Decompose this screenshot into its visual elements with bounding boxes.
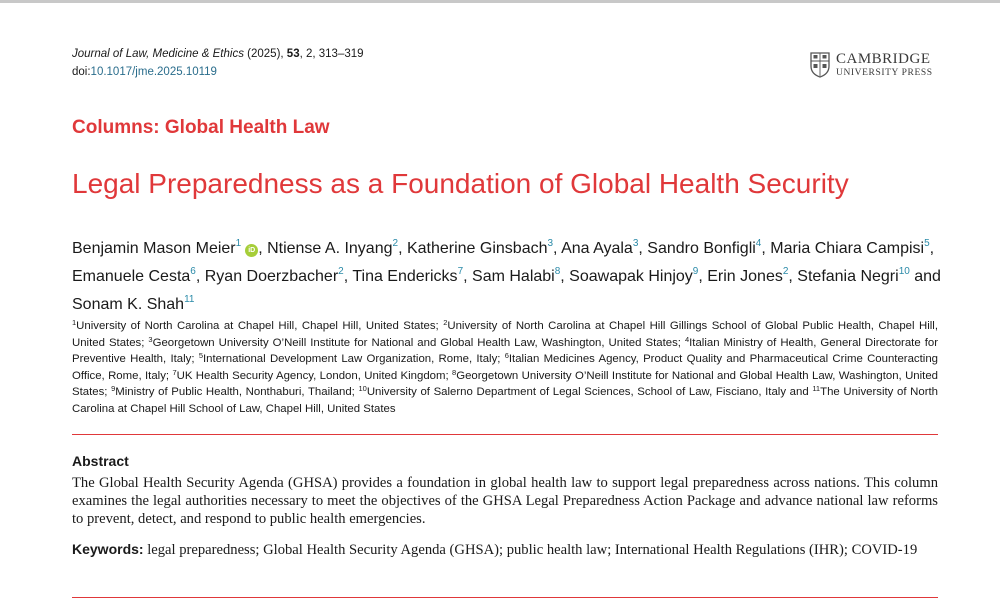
affiliation-text: Georgetown University O’Neill Institute for National and Global Health Law, Washington, United States; bbox=[72, 369, 938, 399]
keywords-label: Keywords: bbox=[72, 541, 144, 557]
author-affil-ref[interactable]: 7 bbox=[457, 266, 464, 277]
affiliation-ref: 7 bbox=[172, 367, 177, 377]
affiliation-text: The University of North Carolina at Chapel Hill School of Law, Chapel Hill, United States bbox=[72, 386, 938, 415]
author-separator: , bbox=[258, 240, 268, 257]
doi-link[interactable]: 10.1017/jme.2025.10119 bbox=[90, 66, 217, 78]
journal-year: (2025), bbox=[247, 48, 284, 60]
author-name[interactable]: Emanuele Cesta bbox=[72, 268, 191, 285]
publisher-subtitle: UNIVERSITY PRESS bbox=[836, 68, 933, 78]
affiliation-ref: 3 bbox=[148, 334, 153, 344]
author-separator: , bbox=[553, 240, 562, 257]
author-affil-ref[interactable]: 10 bbox=[898, 266, 910, 277]
abstract-heading: Abstract bbox=[72, 453, 129, 469]
author-affil-ref[interactable]: 6 bbox=[190, 266, 196, 277]
author-name[interactable]: Benjamin Mason Meier bbox=[72, 240, 236, 257]
affiliation-ref: 9 bbox=[111, 384, 116, 394]
affiliation-ref: 2 bbox=[443, 318, 448, 327]
author-separator: , bbox=[761, 240, 771, 257]
journal-issue-pages: , 2, 313–319 bbox=[299, 48, 364, 60]
affiliations bbox=[72, 318, 938, 418]
author-name[interactable]: Soawapak Hinjoy bbox=[569, 268, 693, 285]
author-affil-ref[interactable]: 8 bbox=[554, 266, 561, 277]
author-separator: , bbox=[788, 268, 798, 285]
keywords bbox=[72, 540, 938, 559]
author-affil-ref[interactable]: 2 bbox=[782, 266, 789, 277]
author-separator: , bbox=[343, 268, 353, 285]
affiliation-text: Italian Medicines Agency, Product Quality and Pharmaceutical Crime Counteracting Office, Rome, Italy; bbox=[72, 353, 938, 382]
article-title: Legal Preparedness as a Foundation of Global Health Security bbox=[72, 168, 849, 199]
journal-citation bbox=[72, 46, 364, 62]
orcid-icon[interactable]: iD bbox=[245, 244, 258, 257]
affiliation-text: Ministry of Public Health, Nonthaburi, Thailand; bbox=[115, 386, 359, 399]
affiliation-ref: 6 bbox=[504, 351, 509, 361]
journal-name: Journal of Law, Medicine & Ethics bbox=[72, 48, 244, 60]
affiliation-text: UK Health Security Agency, London, United Kingdom; bbox=[176, 369, 453, 382]
author-separator: , bbox=[463, 268, 473, 285]
affiliation-ref: 1 bbox=[72, 318, 77, 327]
divider-bottom bbox=[72, 597, 938, 598]
affiliation-ref: 5 bbox=[198, 351, 203, 361]
shield-icon bbox=[810, 52, 830, 78]
author-name[interactable]: Ryan Doerzbacher bbox=[204, 268, 339, 285]
author-name[interactable]: Katherine Ginsbach bbox=[406, 240, 548, 257]
doi-label: doi: bbox=[72, 66, 91, 78]
author-name[interactable]: Maria Chiara Campisi bbox=[770, 240, 925, 257]
author-name[interactable]: Erin Jones bbox=[707, 268, 783, 285]
author-name[interactable]: Sandro Bonfigli bbox=[647, 240, 756, 257]
affiliation-ref: 8 bbox=[452, 367, 457, 377]
author-affil-ref[interactable]: 9 bbox=[692, 266, 699, 277]
author-list bbox=[72, 235, 942, 319]
affiliation-text: University of North Carolina at Chapel Hill, Chapel Hill, United States; bbox=[76, 320, 444, 332]
author-affil-ref[interactable]: 1 bbox=[235, 238, 242, 249]
author-separator: , bbox=[929, 240, 935, 257]
author-name[interactable]: Ana Ayala bbox=[561, 240, 633, 257]
author-affil-ref[interactable]: 3 bbox=[632, 238, 639, 249]
author-affil-ref[interactable]: 5 bbox=[924, 238, 930, 249]
affiliation-text: Georgetown University O’Neill Institute for National and Global Health Law, Washington, United States; bbox=[152, 336, 685, 349]
author-name[interactable]: Ntiense A. Inyang bbox=[267, 240, 393, 257]
author-separator: , bbox=[195, 268, 205, 285]
author-name[interactable]: Tina Endericks bbox=[352, 268, 458, 285]
affiliation-text: University of Salerno Department of Legal Sciences, School of Law, Fisciano, Italy and bbox=[366, 386, 813, 399]
affiliation-text: University of North Carolina at Chapel Hill Gillings School of Global Public Health, Chapel Hill, United States; bbox=[72, 320, 938, 349]
column-label: Columns: Global Health Law bbox=[72, 117, 330, 138]
author-name[interactable]: Sonam K. Shah bbox=[72, 296, 185, 313]
author-separator: , bbox=[638, 240, 648, 257]
author-and: and bbox=[909, 268, 941, 285]
author-separator: , bbox=[698, 268, 708, 285]
author-affil-ref[interactable]: 2 bbox=[392, 238, 399, 249]
affiliation-ref: 10 bbox=[358, 384, 367, 394]
affiliation-text: International Development Law Organization, Rome, Italy; bbox=[202, 353, 505, 366]
author-name[interactable]: Sam Halabi bbox=[472, 268, 555, 285]
author-affil-ref[interactable]: 2 bbox=[338, 266, 344, 277]
affiliation-text: Italian Ministry of Health, General Directorate for Preventive Health, Italy; bbox=[72, 336, 938, 366]
affiliation-ref: 4 bbox=[684, 334, 690, 344]
publisher-name: CAMBRIDGE bbox=[836, 51, 931, 67]
author-name[interactable]: Stefania Negri bbox=[797, 268, 899, 285]
doi-line bbox=[72, 64, 217, 80]
top-border bbox=[0, 0, 1000, 3]
journal-volume: 53 bbox=[286, 48, 300, 60]
author-affil-ref[interactable]: 3 bbox=[547, 238, 554, 249]
keywords-text: legal preparedness; Global Health Security Agenda (GHSA); public health law; International Health Regulations (IHR); COVID-19 bbox=[143, 542, 918, 558]
divider-top bbox=[72, 434, 938, 435]
abstract-body: The Global Health Security Agenda (GHSA) provides a foundation in global health law to support legal preparedness across nations. This column examines the legal authorities necessary to meet the objectives of the GHSA Legal Preparedness Action Package and advance national law reforms to prevent, detect, and respond to public health emergencies. bbox=[72, 475, 938, 528]
author-affil-ref[interactable]: 4 bbox=[755, 238, 762, 249]
author-affil-ref[interactable]: 11 bbox=[184, 294, 195, 305]
author-separator: , bbox=[398, 240, 407, 257]
affiliation-ref: 11 bbox=[812, 384, 821, 394]
author-separator: , bbox=[560, 268, 570, 285]
